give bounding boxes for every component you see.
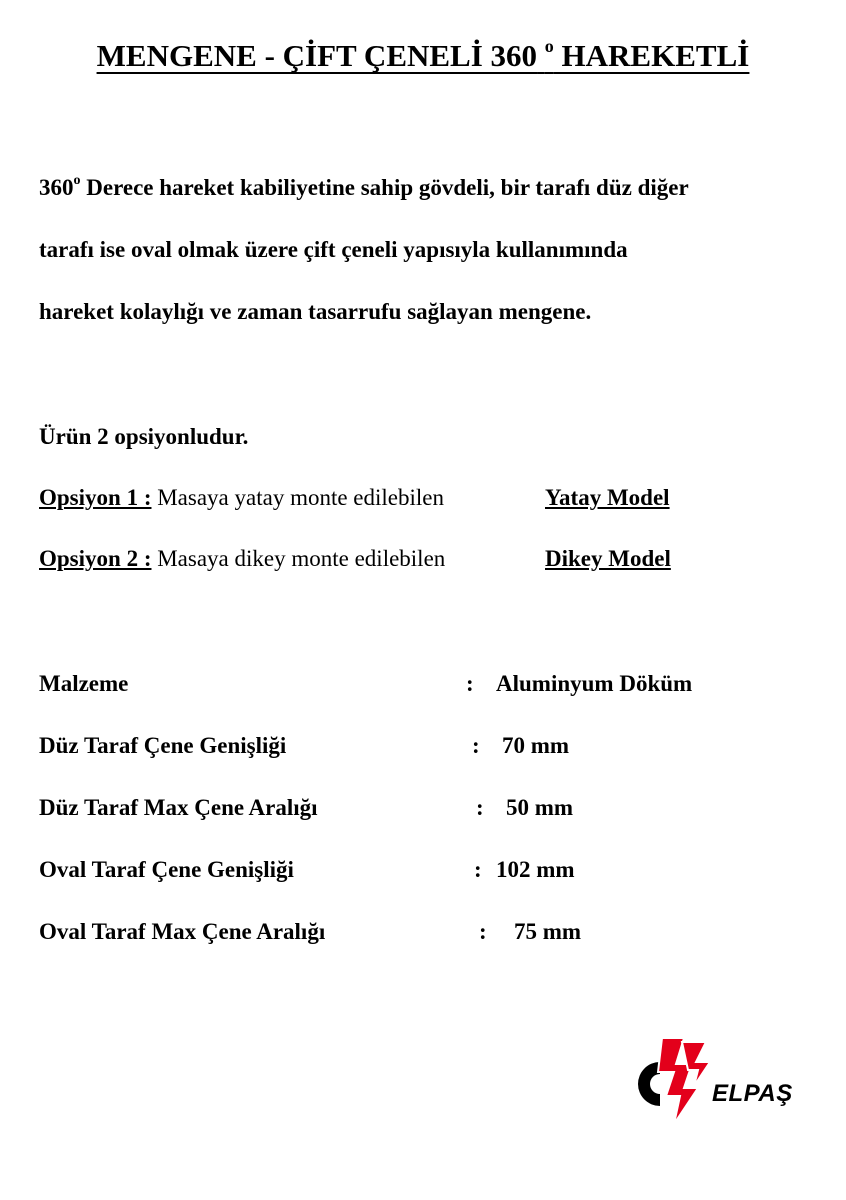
elpas-logo-text: ELPAŞ [712, 1080, 793, 1107]
spec-colon: : [472, 733, 480, 758]
degree-mark: o [73, 173, 81, 188]
option-1-label: Opsiyon 1 : [39, 485, 152, 510]
option-2-model: Dikey Model [545, 546, 671, 571]
title-tail: HAREKETLİ [561, 38, 750, 73]
spec-value: 75 mm [514, 919, 582, 944]
spec-value: Aluminyum Döküm [496, 671, 693, 696]
option-1-model: Yatay Model [545, 485, 670, 510]
spec-colon: : [474, 857, 482, 882]
spec-label: Düz Taraf Çene Genişliği [39, 733, 287, 758]
spec-label: Düz Taraf Max Çene Aralığı [39, 795, 318, 820]
description-line-2: tarafı ise oval olmak üzere çift çeneli yapısıyla kullanımında [39, 237, 628, 262]
description-line-1: 360$^o$ Derece hareket kabiliyetine sahip gövdeli, bir tarafı düz diğer [39, 173, 689, 200]
option-2-label: Opsiyon 2 : [39, 546, 152, 571]
option-1 [39, 485, 670, 511]
page-title [0, 38, 846, 74]
spec-colon: : [476, 795, 484, 820]
title-text: MENGENE - ÇİFT ÇENELİ 360 [96, 38, 538, 73]
spec-label: Oval Taraf Çene Genişliği [39, 857, 294, 882]
spec-colon: : [466, 671, 474, 696]
option-1-text: Masaya yatay monte edilebilen [151, 485, 444, 510]
spec-label: Oval Taraf Max Çene Aralığı [39, 919, 326, 944]
spec-value: 102 mm [496, 857, 575, 882]
spec-value: 50 mm [506, 795, 574, 820]
spec-label: Malzeme [39, 671, 129, 696]
spec-colon: : [479, 919, 487, 944]
option-2-text: Masaya dikey monte edilebilen [151, 546, 446, 571]
title-degree: o [544, 36, 554, 56]
description-line-3: hareket kolaylığı ve zaman tasarrufu sağlayan mengene. [39, 299, 592, 324]
spec-value: 70 mm [502, 733, 570, 758]
options-intro: Ürün 2 opsiyonludur. [39, 424, 249, 449]
option-2 [39, 546, 671, 572]
elpas-logo-icon [626, 1036, 716, 1126]
